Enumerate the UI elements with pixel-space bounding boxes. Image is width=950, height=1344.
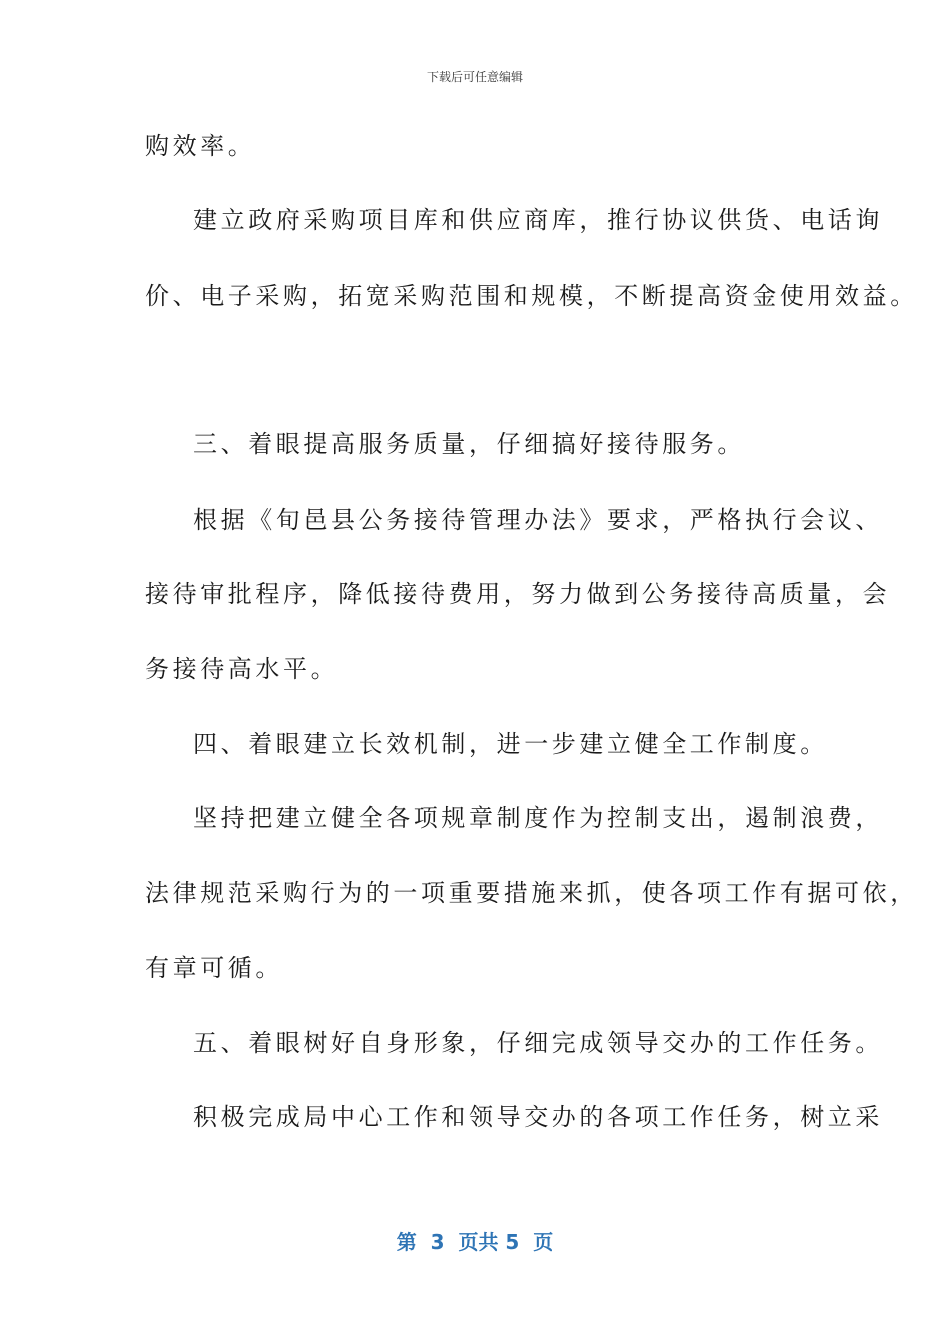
body-line-2: 建立政府采购项目库和供应商库，推行协议供货、电话询 bbox=[193, 206, 883, 234]
body-line-11: 有章可循。 bbox=[145, 954, 283, 982]
body-line-9: 坚持把建立健全各项规章制度作为控制支出，遏制浪费， bbox=[193, 804, 883, 832]
body-line-10: 法律规范采购行为的一项重要措施来抓，使各项工作有据可依， bbox=[145, 879, 918, 907]
body-line-13: 积极完成局中心工作和领导交办的各项工作任务，树立采 bbox=[193, 1103, 883, 1131]
section-heading-4: 四、着眼建立长效机制，进一步建立健全工作制度。 bbox=[193, 730, 828, 758]
body-line-5: 根据《旬邑县公务接待管理办法》要求，严格执行会议、 bbox=[193, 506, 883, 534]
page-header: 下载后可任意编辑 bbox=[426, 70, 523, 84]
section-heading-3: 三、着眼提高服务质量，仔细搞好接待服务。 bbox=[193, 430, 745, 458]
body-line-1: 购效率。 bbox=[145, 132, 256, 160]
section-heading-5: 五、着眼树好自身形象，仔细完成领导交办的工作任务。 bbox=[193, 1029, 883, 1057]
body-line-3: 价、电子采购，拓宽采购范围和规模，不断提高资金使用效益。 bbox=[145, 282, 918, 310]
body-line-6: 接待审批程序，降低接待费用，努力做到公务接待高质量，会 bbox=[145, 580, 891, 608]
page-number-footer: 第 3 页共 5 页 bbox=[396, 1230, 554, 1254]
body-line-7: 务接待高水平。 bbox=[145, 655, 339, 683]
